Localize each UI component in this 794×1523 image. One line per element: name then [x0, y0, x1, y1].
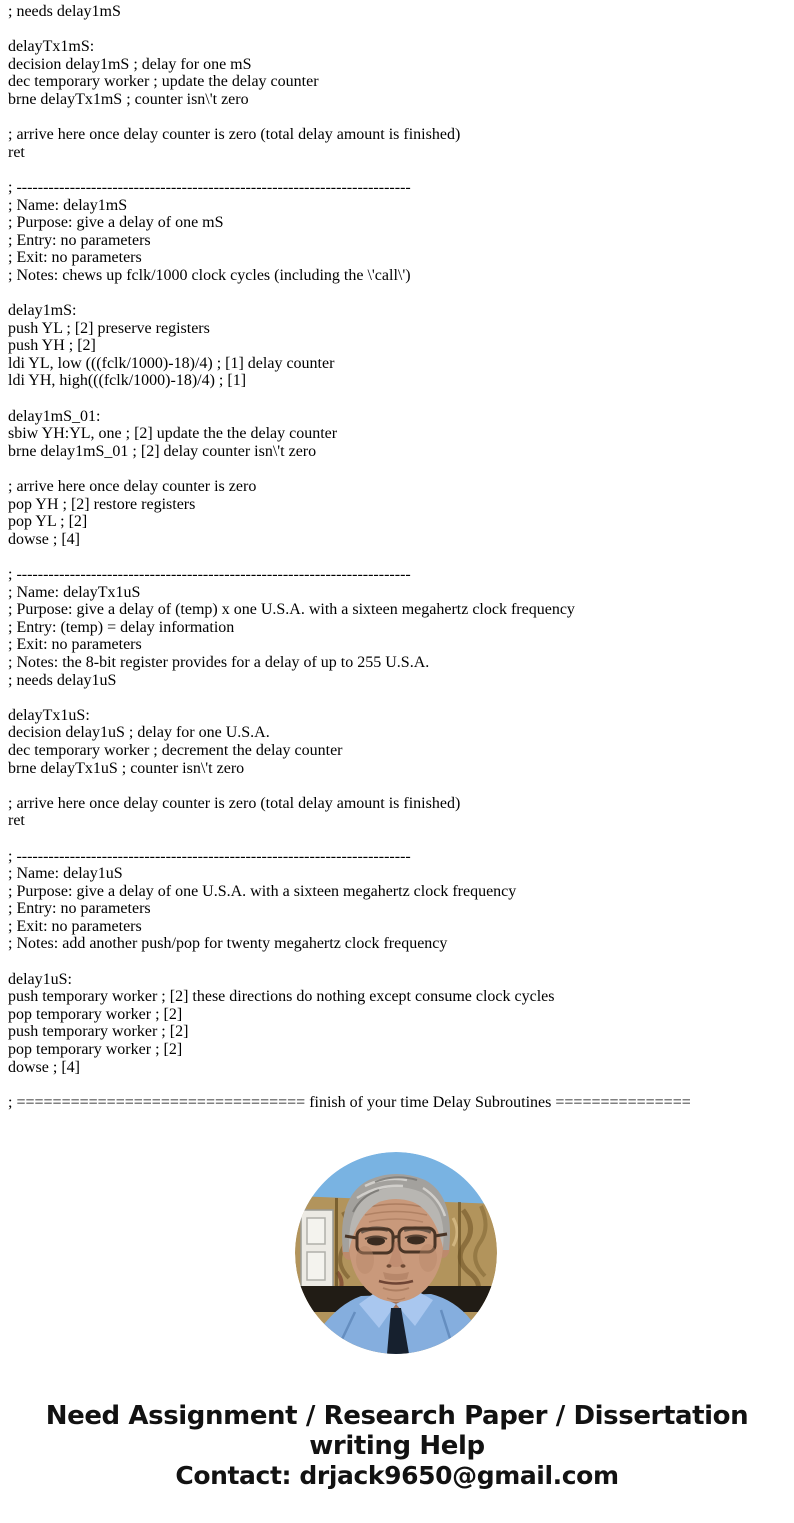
code-line: delay1mS:: [8, 302, 77, 320]
code-line: dec temporary worker ; update the delay counter: [8, 73, 319, 91]
code-line: ldi YL, low (((fclk/1000)-18)/4) ; [1] delay counter: [8, 354, 335, 372]
code-line: [8, 285, 788, 303]
code-line: [8, 830, 788, 848]
code-line: ; arrive here once delay counter is zero: [8, 478, 257, 496]
code-line: ; Exit: no parameters: [8, 249, 142, 267]
code-line: ; Entry: no parameters: [8, 231, 151, 249]
code-line: [8, 548, 788, 566]
footer-heading-line1: Need Assignment / Research Paper / Dissertation: [45, 1401, 749, 1431]
code-line: ; arrive here once delay counter is zero (total delay amount is finished): [8, 794, 461, 812]
code-line: ; Purpose: give a delay of one U.S.A. with a sixteen megahertz clock frequency: [8, 882, 517, 900]
code-line: push YL ; [2] preserve registers: [8, 319, 210, 337]
code-line: ; Name: delayTx1uS: [8, 583, 141, 601]
code-line: [8, 109, 788, 127]
footer-banner: [0, 1401, 794, 1491]
code-line: [8, 1076, 788, 1094]
assembly-code-text: [8, 3, 788, 1111]
avatar: [295, 1152, 497, 1354]
code-line: pop temporary worker ; [2]: [8, 1041, 183, 1059]
code-line: pop temporary worker ; [2]: [8, 1005, 183, 1023]
code-line: ; Purpose: give a delay of (temp) x one U.S.A. with a sixteen megahertz clock frequency: [8, 601, 575, 619]
code-line: ; arrive here once delay counter is zero (total delay amount is finished): [8, 126, 461, 144]
code-line: ; Notes: the 8-bit register provides for a delay of up to 255 U.S.A.: [8, 653, 430, 671]
code-line: ; Purpose: give a delay of one mS: [8, 214, 224, 232]
code-line: ; --------------------------------------------------------------------------: [8, 178, 411, 196]
code-line: delay1uS:: [8, 970, 72, 988]
code-line: [8, 460, 788, 478]
code-line: ; Exit: no parameters: [8, 636, 142, 654]
code-line: ; ================================ finish of your time Delay Subroutines ===============: [8, 1093, 691, 1111]
code-line: push temporary worker ; [2] these directions do nothing except consume clock cycles: [8, 988, 555, 1006]
code-line: brne delayTx1mS ; counter isn\'t zero: [8, 90, 249, 108]
code-line: ; Notes: add another push/pop for twenty megahertz clock frequency: [8, 935, 448, 953]
avatar-photo-illustration: [295, 1152, 497, 1354]
code-line: ; Name: delay1uS: [8, 865, 123, 883]
code-line: [8, 21, 788, 39]
code-line: ; Name: delay1mS: [8, 196, 128, 214]
code-line: push YH ; [2]: [8, 337, 96, 355]
code-line: ; Notes: chews up fclk/1000 clock cycles (including the \'call\'): [8, 266, 411, 284]
code-line: ldi YH, high(((fclk/1000)-18)/4) ; [1]: [8, 372, 247, 390]
door-frame: [301, 1210, 333, 1290]
code-line: ; Entry: no parameters: [8, 900, 151, 918]
code-line: sbiw YH:YL, one ; [2] update the the delay counter: [8, 425, 338, 443]
footer-contact: Contact: drjack9650@gmail.com: [175, 1461, 619, 1490]
code-line: [8, 390, 788, 408]
code-line: push temporary worker ; [2]: [8, 1023, 189, 1041]
code-line: delayTx1uS:: [8, 706, 90, 724]
code-line: ret: [8, 812, 25, 830]
code-line: ; --------------------------------------------------------------------------: [8, 847, 411, 865]
code-line: [8, 953, 788, 971]
code-line: ; --------------------------------------------------------------------------: [8, 566, 411, 583]
code-line: [8, 689, 788, 707]
code-line: pop YH ; [2] restore registers: [8, 495, 196, 513]
code-line: dowse ; [4]: [8, 530, 80, 548]
code-line: decision delay1uS ; delay for one U.S.A.: [8, 724, 270, 742]
code-line: decision delay1mS ; delay for one mS: [8, 55, 252, 73]
code-line: [8, 161, 788, 179]
code-line: ; needs delay1uS: [8, 671, 117, 689]
code-line: ; Exit: no parameters: [8, 917, 142, 935]
code-line: brne delayTx1uS ; counter isn\'t zero: [8, 759, 245, 777]
code-line: ; needs delay1mS: [8, 3, 121, 20]
code-line: [8, 777, 788, 795]
code-line: ret: [8, 143, 25, 161]
code-line: ; Entry: (temp) = delay information: [8, 618, 235, 636]
footer-heading-line2: writing Help: [309, 1431, 485, 1461]
code-line: dec temporary worker ; decrement the delay counter: [8, 741, 343, 759]
code-line: delay1mS_01:: [8, 407, 101, 425]
code-line: brne delay1mS_01 ; [2] delay counter isn\'t zero: [8, 442, 317, 460]
code-line: dowse ; [4]: [8, 1058, 80, 1076]
code-line: pop YL ; [2]: [8, 513, 88, 531]
code-line: delayTx1mS:: [8, 38, 95, 56]
